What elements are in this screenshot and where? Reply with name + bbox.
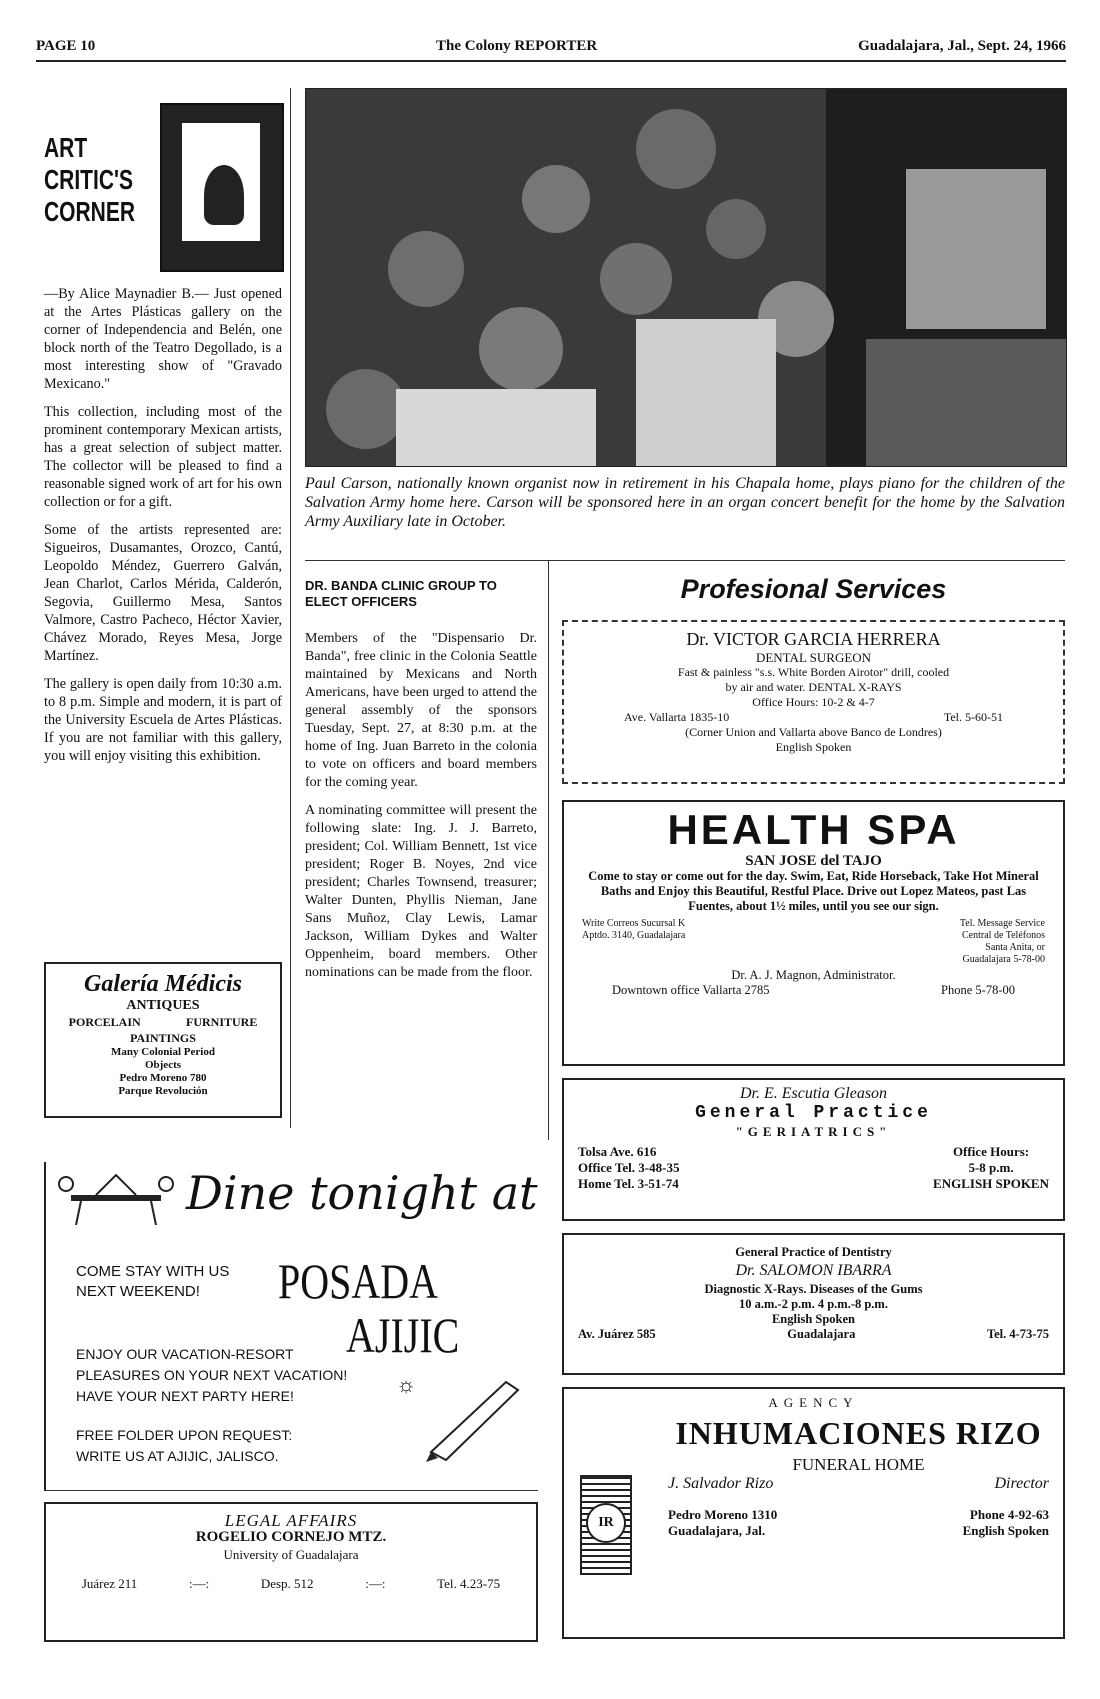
masthead — [36, 38, 1066, 62]
health-spa-ad: HEALTH SPA SAN JOSE del TAJO Come to stay or come out for the day. Swim, Eat, Ride Horseback, Take Hot Mineral Baths and Enjoy this Beautiful, Restful Place. Drive out Lopez Mateos, past Las Fuentes, about 1½ miles, until you see our sign. Write Correos Sucursal K Aptdo. 3140, Guadalajara Tel. Message Service Central de Teléfonos Santa Anita, or Guadalajara 5-78-00 Dr. A. J. Magnon, Administrator. Downtown office Vallarta 2785 Phone 5-78-00 — [562, 800, 1065, 1066]
art-critic-logo — [160, 103, 284, 272]
column-rule — [290, 88, 291, 1128]
ajijic-title: AJIJIC — [346, 1307, 460, 1363]
salvation-army-photo — [305, 88, 1067, 467]
section-rule — [305, 560, 1065, 561]
services-heading: Profesional Services — [680, 574, 947, 604]
dine-tonight-script: Dine tonight at — [186, 1166, 538, 1220]
posada-title: POSADA — [278, 1253, 439, 1309]
herrera-ad: Dr. VICTOR GARCIA HERRERA DENTAL SURGEON Fast & painless "s.s. White Borden Airotor" drill, cooled by air and water. DENTAL X-RAYS Office Hours: 10-2 & 4-7 Ave. Vallarta 1835-10 Tel. 5-60-51 (Corner Union and Vallarta above Banco de Londres) English Spoken — [562, 620, 1065, 784]
section-rule — [44, 1490, 538, 1491]
sun-icon: ☼ — [396, 1372, 417, 1397]
dining-table-illustration — [56, 1170, 176, 1225]
ibarra-ad: General Practice of Dentistry Dr. SALOMON IBARRA Diagnostic X-Rays. Diseases of the Gums 10 a.m.-2 p.m. 4 p.m.-8 p.m. English Spoken Av. Juárez 585 Guadalajara Tel. 4-73-75 — [562, 1233, 1065, 1375]
dateline: Guadalajara, Jal., Sept. 24, 1966 — [858, 38, 1066, 54]
photo-caption: Paul Carson, nationally known organist now in retirement in his Chapala home, plays piano for the children of the Salvation Army home here. Carson will be sponsored here in an organ concert benefit for the home by the Salvation Army Auxiliary late in October. — [305, 475, 1065, 530]
rizo-ad: AGENCY IR INHUMACIONES RIZO FUNERAL HOME J. Salvador Rizo Director Pedro Moreno 1310 Phone 4-92-63 Guadalajara, Jal. English Spoken — [562, 1387, 1065, 1639]
art-column-body: —By Alice Maynadier B.— Just opened at the Artes Plásticas gallery on the corner of Independencia and Belén, one block north of the Teatro Degollado, is a most interesting show of "Gravado Mexicano." This collection, including most of the prominent contemporary Mexican artists, has a great selection of subject matter. The collector will be pleased to find a reasonable signed work of art for his own collection or for a gift. Some of the artists represented are: Sigueiros, Dusamantes, Orozco, Cantú, Leopoldo Méndez, Guerrero Galván, Jean Charlot, Carlos Mérida, Calderón, Segovia, Guillermo Mesa, Santos Valmore, Castro Pacheco, Héctor Xavier, Chávez Morado, Reyes Mesa, Jorge Martínez. The gallery is open daily from 10:30 a.m. to 8 p.m. Simple and modern, it is part of the University Escuela de Artes Plásticas. If you are not familiar with this gallery, you will enjoy visiting this exhibition. — [44, 286, 282, 764]
escutia-ad: Dr. E. Escutia Gleason General Practice "GERIATRICS" Tolsa Ave. 616 Office Tel. 3-48-35 Home Tel. 3-51-74 Office Hours: 5-8 p.m. ENGLISH SPOKEN — [562, 1078, 1065, 1221]
banda-body: Members of the "Dispensario Dr. Banda", free clinic in the Colonia Seattle maintained by Mexicans and North Americans, have been urged to attend the general assembly of the sponsors Tuesday, Sept. 27, at 8:30 p.m. at the home of Ing. Juan Barreto in the colonia to vote on officers and board members for the coming year. A nominating committee will present the following slate: Ing. J. J. Barreto, president; Col. William Bennett, 1st vice president; Roger B. Noyes, 2nd vice president; Charles Townsend, treasurer; Walter Dunten, Phyllis Nieman, Jane Sans Muñoz, Clay Lewis, Lamar Jackson, William Dykes and Walter Oppenheim, board members. Other nominations can be made from the floor. — [305, 631, 537, 980]
posada-ajijic-ad: Dine tonight at COME STAY WITH US NEXT WEEKEND! POSADA AJIJIC ENJOY OUR VACATION-RESORT PLEASURES ON YOUR NEXT VACATION! HAVE YOUR NEXT PARTY HERE! FREE FOLDER UPON REQUEST: WRITE US AT AJIJIC, JALISCO. ☼ — [44, 1162, 538, 1490]
rizo-logo: IR — [580, 1475, 632, 1575]
legal-affairs-ad: LEGAL AFFAIRS ROGELIO CORNEJO MTZ. University of Guadalajara Juárez 211 :—: Desp. 512 :—: Tel. 4.23-75 — [44, 1502, 538, 1642]
galeria-medicis-ad: Galería Médicis ANTIQUES PORCELAIN FURNITURE PAINTINGS Many Colonial Period Objects Pedro Moreno 780 Parque Revolución — [44, 962, 282, 1118]
pen-illustration — [426, 1372, 526, 1462]
page-number: PAGE 10 — [36, 38, 96, 54]
paper-name: The Colony REPORTER — [436, 38, 598, 54]
art-critic-title: ART CRITIC'S CORNER — [44, 132, 136, 227]
column-rule — [548, 560, 549, 1140]
banda-headline: DR. BANDA CLINIC GROUP TO ELECT OFFICERS — [305, 578, 497, 609]
